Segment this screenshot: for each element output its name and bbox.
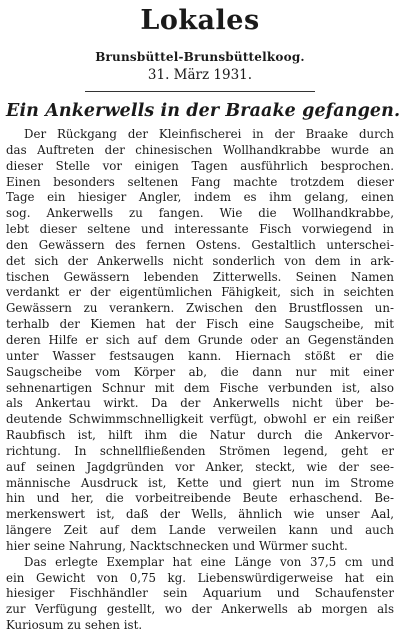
article-line: dieser Stelle vor einigen Tagen ausführlich besprochen. [6,158,394,173]
article-line: Das erlegte Exemplar hat eine Länge von 37,5 cm und [24,554,394,569]
article-line: richtung. In schnellfließenden Strömen legend, geht er [6,443,394,458]
article-line: tischen Gewässern lebenden Zitterwells. Seinen Namen [6,269,394,284]
article-line: hiesiger Fischhändler sein Aquarium und Schaufenster [6,586,394,601]
article-line: Tage ein hiesiger Angler, indem es ihm gelang, einen [6,190,394,205]
article-line: den Gewässern des fernen Ostens. Gestaltlich unterschei- [6,237,394,252]
article-line: Kuriosum zu sehen ist. [6,618,143,633]
article-line: verdankt er der eigentümlichen Fähigkeit, sich in seichten [6,285,394,300]
article-line: hin und her, die vorbeitreibende Beute erhaschend. Be- [6,491,394,506]
article-line: unter Wasser festsaugen kann. Hiernach stößt er die [6,348,394,363]
article-line: terhalb der Kiemen hat der Fisch eine Saugscheibe, mit [6,317,394,332]
article-line: Saugscheibe vom Körper ab, die dann nur mit einer [6,364,394,379]
article-line: deutende Schwimmschnelligkeit verfügt, obwohl er ein reißer [6,412,394,427]
article-line: auf seinen Jagdgründen vor Anker, steckt, wie der see- [6,459,394,474]
section-title: Lokales [140,5,260,36]
article-line: als Ankertau wirkt. Da der Ankerwells nicht über be- [6,396,394,411]
dateline-place: Brunsbüttel-Brunsbüttelkoog. [95,50,305,64]
article-line: Einen besonders seltenen Fang machte trotzdem dieser [6,174,394,189]
article-line: det sich der Ankerwells nicht sonderlich von dem in ark- [6,253,394,268]
divider-rule [85,91,315,92]
article-headline: Ein Ankerwells in der Braake gefangen. [6,101,400,121]
article-line: deren Hilfe er sich auf dem Grunde oder an Gegenständen [6,332,394,347]
article-line: ein Gewicht von 0,75 kg. Liebenswürdigerweise hat ein [6,570,394,585]
dateline-date: 31. März 1931. [147,67,253,83]
article-body [6,127,394,634]
article-line: Raubfisch ist, hilft ihm die Natur durch die Ankervor- [6,428,394,443]
article-line: männische Ausdruck ist, Kette und giert nun im Strome [6,475,394,490]
article-line: zur Verfügung gestellt, wo der Ankerwells ab morgen als [6,602,394,617]
article-line: längere Zeit auf dem Lande verweilen kann und auch [6,523,394,538]
article-line: sog. Ankerwells zu fangen. Wie die Wollhandkrabbe, [6,206,394,221]
article-line: hier seine Nahrung, Nacktschnecken und Würmer sucht. [6,538,348,553]
article-line: merkenswert ist, daß der Wells, ähnlich wie unser Aal, [6,507,394,522]
article-line: Gewässern zu verankern. Zwischen den Brustflossen un- [6,301,394,316]
article-line: das Auftreten der chinesischen Wollhandkrabbe wurde an [6,142,394,157]
article-line: sehnenartigen Schnur mit dem Fische verbunden ist, also [6,380,394,395]
article-line: lebt dieser seltene und interessante Fisch vorwiegend in [6,222,394,237]
article-line: Der Rückgang der Kleinfischerei in der Braake durch [24,127,394,141]
